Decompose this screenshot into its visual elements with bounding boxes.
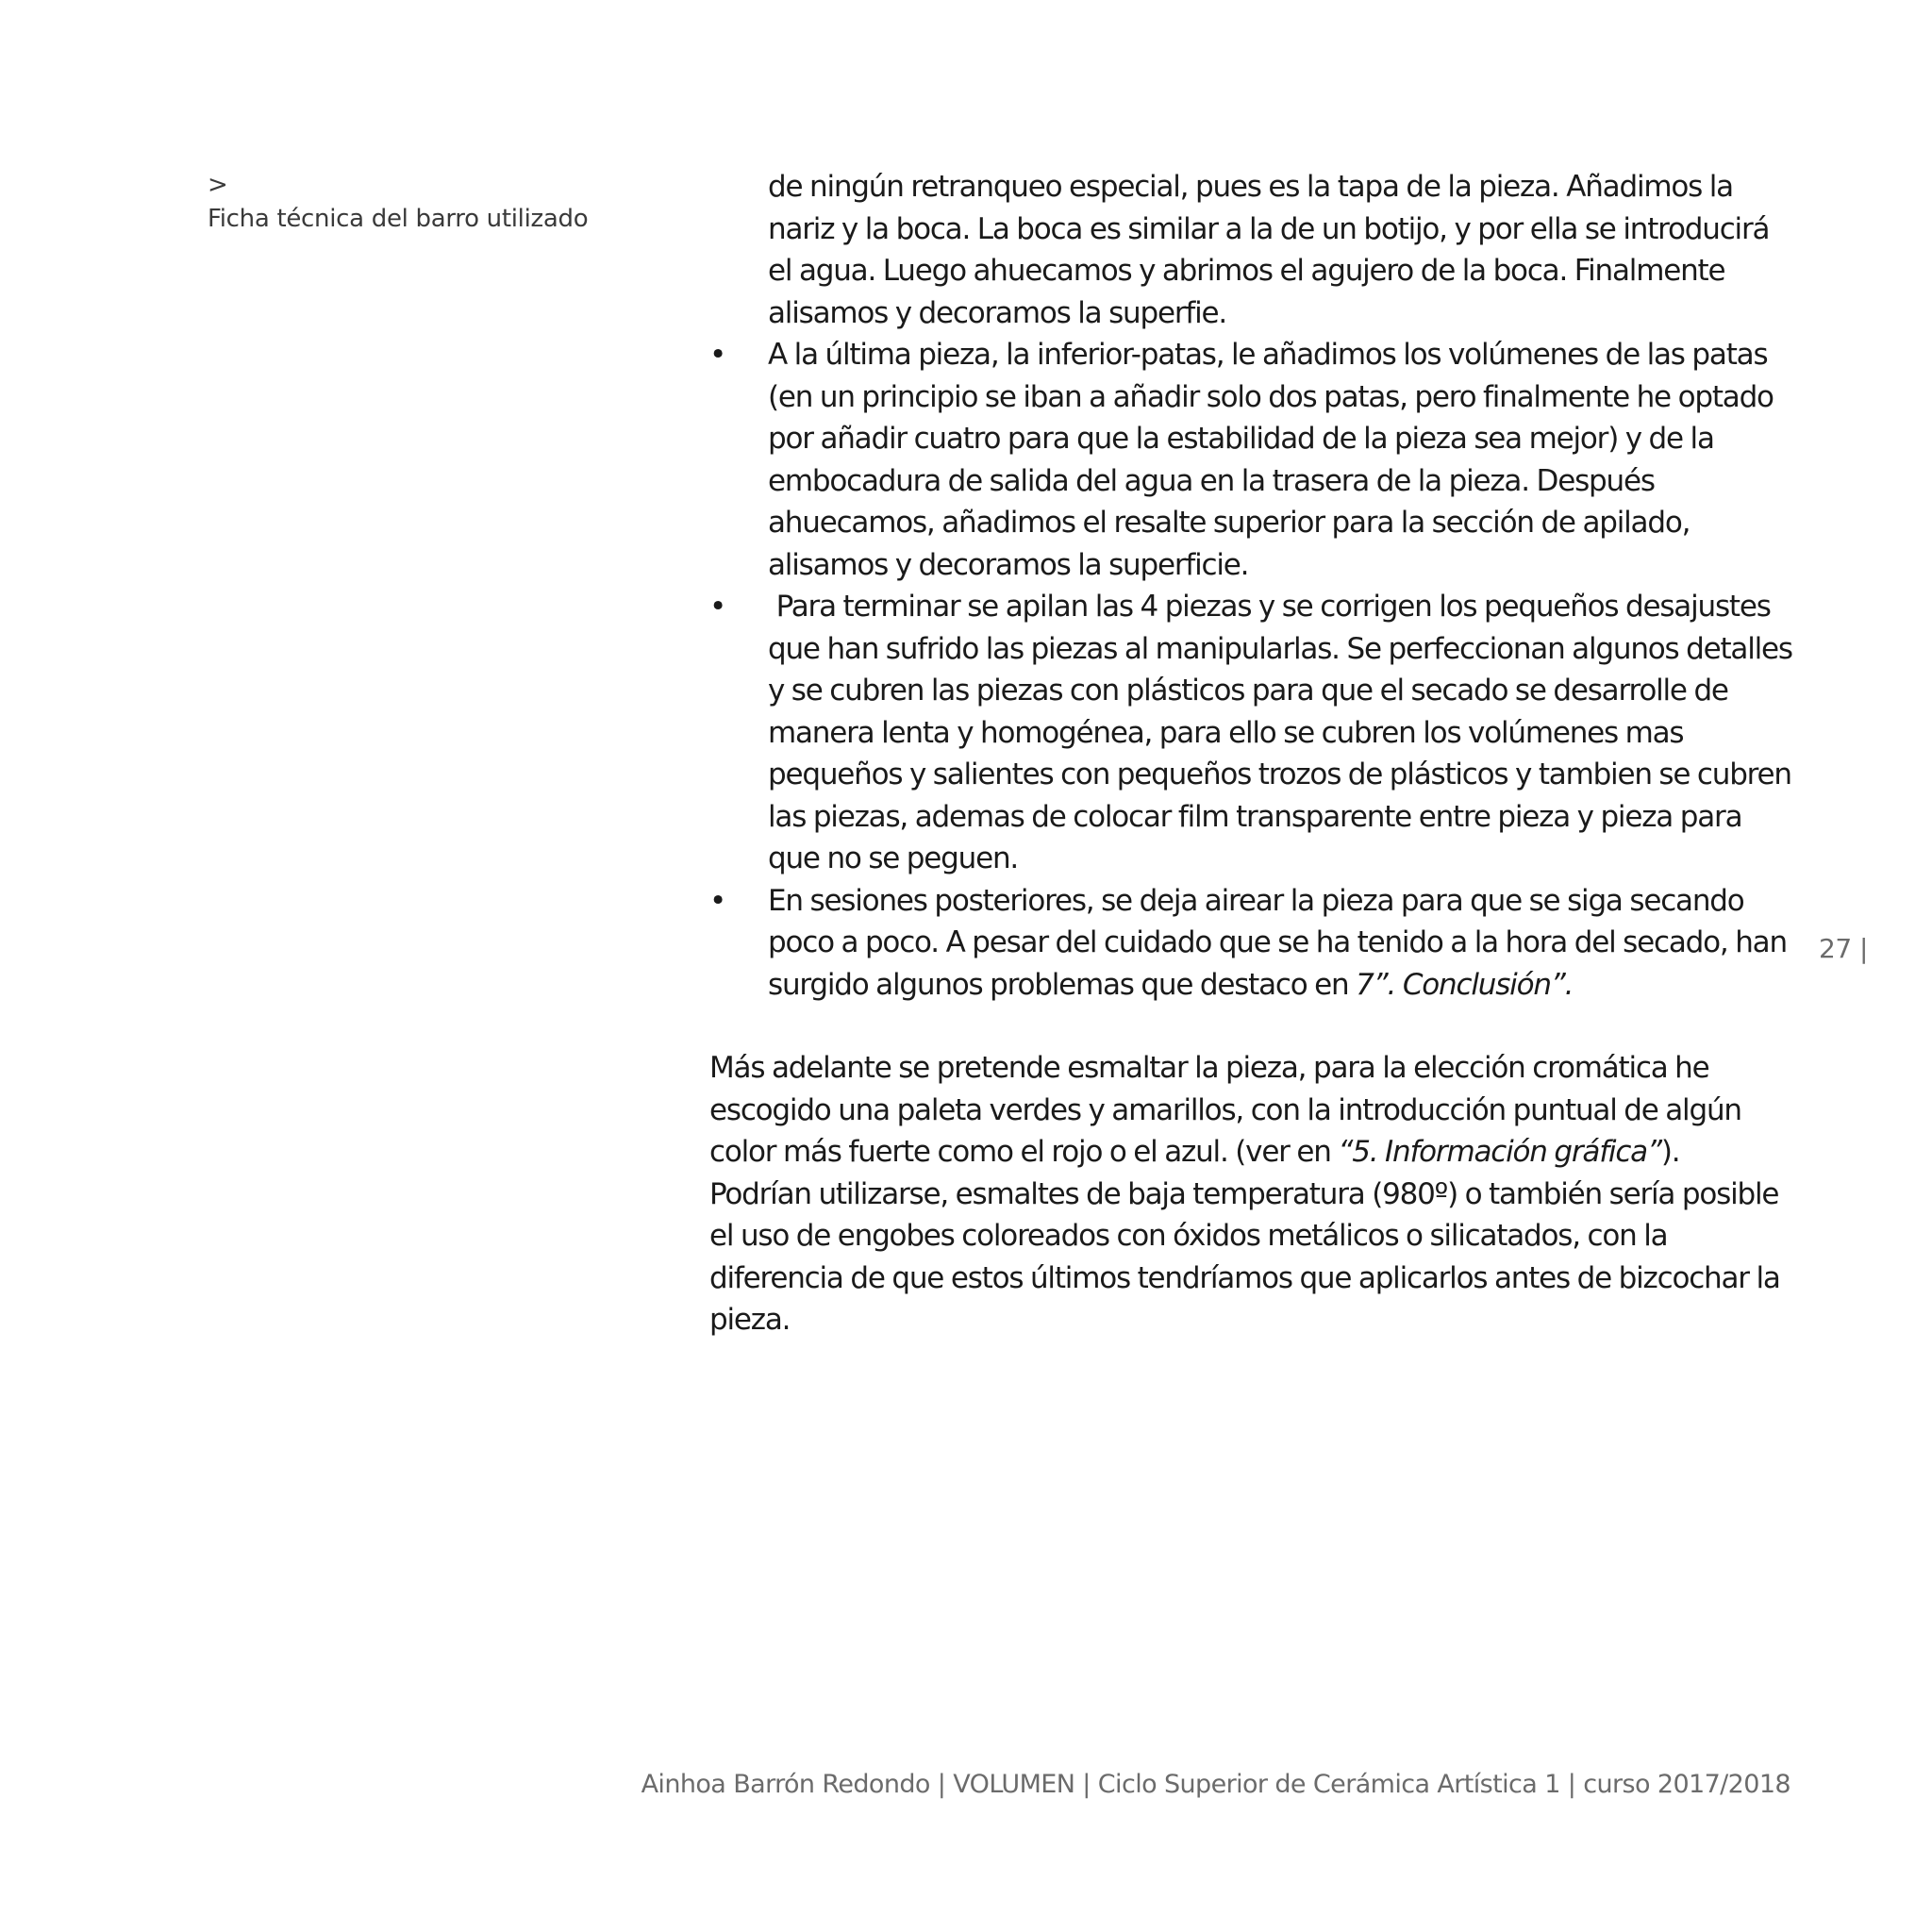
continued-item-text: de ningún retranqueo especial, pues es la tapa de la pieza. Añadimos la nariz y la boca. La boca es similar a la de un botijo, y por ella se introducirá el agua. Luego ahuecamos y abrimos el agujero de la boca. Finalmente alisamos y decoramos la superfie.: [768, 170, 1770, 330]
bullet-icon: •: [709, 883, 726, 918]
page-footer: Ainhoa Barrón Redondo | VOLUMEN | Ciclo Superior de Cerámica Artística 1 | curso 2017/2018: [641, 1770, 1790, 1799]
list-item: [709, 334, 1794, 586]
sidenote-title: Ficha técnica del barro utilizado: [208, 205, 589, 233]
main-text: [709, 166, 1800, 1341]
list-item: [709, 586, 1800, 880]
list-item: [709, 880, 1794, 1007]
list-item-text: A la última pieza, la inferior-patas, le añadimos los volúmenes de las patas (en un principio se iban a añadir solo dos patas, pero finalmente he optado por añadir cuatro para que la estabilidad de la pieza sea mejor) y de la embocadura de salida del agua en la trasera de la pieza. Después ahuecamos, añadimos el resalte superior para la sección de apilado, alisamos y decoramos la superficie.: [768, 338, 1774, 582]
section-sidenote: [208, 168, 588, 236]
continued-list-item: [709, 166, 1794, 334]
paragraph-text-end: ).: [1660, 1135, 1680, 1169]
bullet-icon: •: [709, 590, 726, 624]
paragraph-text: Más adelante se pretende esmaltar la pieza, para la elección cromática he escogido una paleta verdes y amarillos, con la introducción puntual de algún color más fuerte como el rojo o el azul. (ver en: [709, 1051, 1741, 1169]
conclusion-reference: 7”. Conclusión”.: [1356, 967, 1574, 1002]
graphic-info-reference: “5. Información gráfica”: [1338, 1135, 1661, 1169]
page-number: 27 |: [1819, 933, 1868, 964]
list-item-text: Para terminar se apilan las 4 piezas y se corrigen los pequeños desajustes que han sufrido las piezas al manipularlas. Se perfeccionan algunos detalles y se cubren las piezas con plásticos para que el secado se desarrolle de manera lenta y homogénea, para ello se cubren los volúmenes mas pequeños y salientes con pequeños trozos de plásticos y tambien se cubren las piezas, ademas de colocar film transparente entre pieza y pieza para que no se peguen.: [768, 590, 1800, 875]
list-item-text: En sesiones posteriores, se deja airear la pieza para que se siga secando poco a poco. A pesar del cuidado que se ha tenido a la hora del secado, han surgido algunos problemas que destaco en: [768, 883, 1787, 1002]
paragraph-text-2: Podrían utilizarse, esmaltes de baja temperatura (980º) o también sería posible el uso de engobes coloreados con óxidos metálicos o silicatados, con la diferencia de que estos últimos tendríamos que aplicarlos antes de bizcochar la pieza.: [709, 1176, 1780, 1337]
bullet-icon: •: [709, 338, 726, 372]
sidenote-marker: >: [208, 171, 228, 199]
glaze-paragraph: [709, 1047, 1794, 1341]
